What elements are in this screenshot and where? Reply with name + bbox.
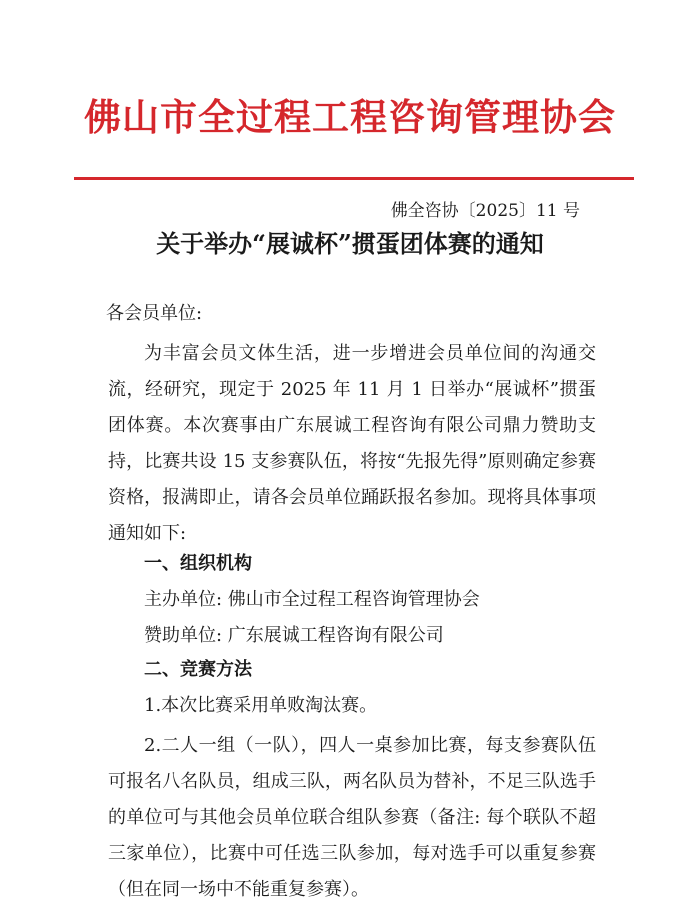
section-heading-organization: 一、组织机构 [144, 553, 252, 574]
intro-paragraph: 为丰富会员文体生活，进一步增进会员单位间的沟通交流，经研究，现定于 2025 年 11 月 1 日举办“展诚杯”掼蛋团体赛。本次赛事由广东展诚工程咨询有限公司鼎力赞助支持，比赛共设 15 支参赛队伍，将按“先报先得”原则确定参赛资格，报满即止，请各会员单位踊跃报名参加。现将具体事项通知如下: [108, 343, 596, 544]
red-divider-line [74, 177, 634, 180]
section-heading-method: 二、竞赛方法 [144, 659, 252, 680]
sponsor-line: 赞助单位: 广东展诚工程咨询有限公司 [144, 625, 444, 646]
document-number: 佛全咨协〔2025〕11 号 [390, 201, 580, 221]
rule-1: 1.本次比赛采用单败淘汰赛。 [144, 695, 378, 716]
addressee: 各会员单位: [106, 303, 203, 324]
organizer-line: 主办单位: 佛山市全过程工程咨询管理协会 [144, 589, 480, 610]
organization-header: 佛山市全过程工程咨询管理协会 [84, 96, 616, 139]
rule-2-paragraph: 2.二人一组（一队），四人一桌参加比赛，每支参赛队伍可报名八名队员，组成三队，两名队员为替补，不足三队选手的单位可与其他会员单位联合组队参赛（备注: 每个联队不超三家单位），比赛中可任选三队参加，每对选手可以重复参赛（但在同一场中不能重复参赛）。 [108, 735, 596, 900]
notice-title: 关于举办“展诚杯”掼蛋团体赛的通知 [156, 229, 544, 258]
